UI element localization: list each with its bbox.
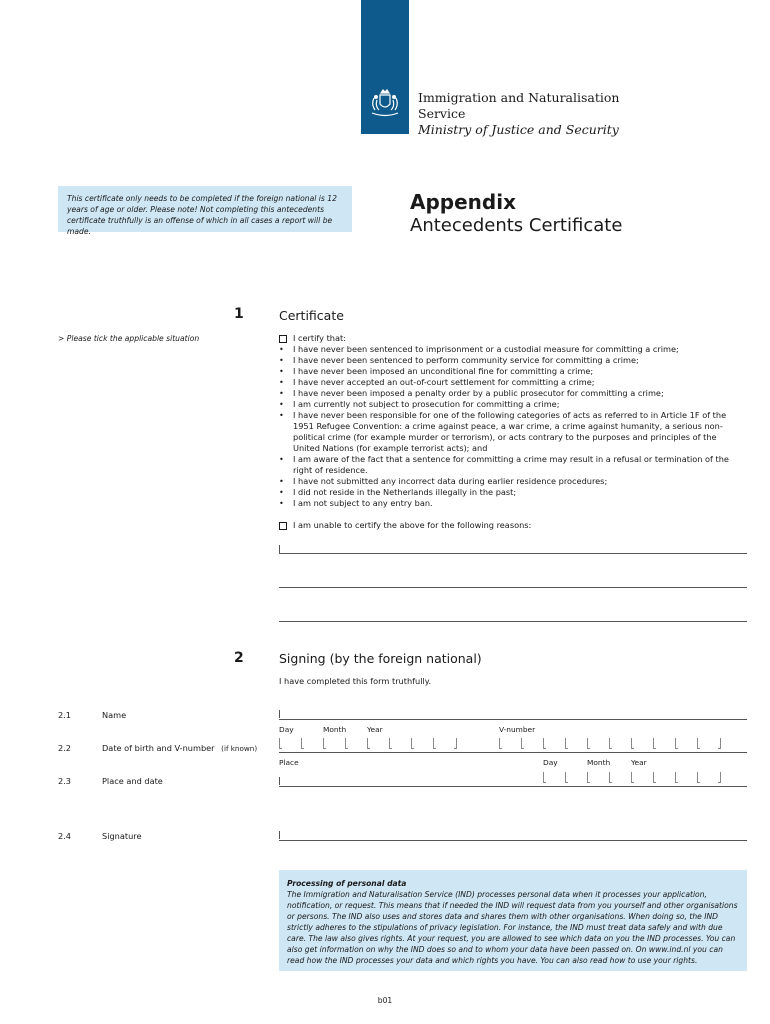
date-month-digit-1[interactable]: [587, 772, 598, 783]
bullet-dot: •: [279, 410, 284, 420]
vnumber-box-end: [710, 738, 721, 749]
certify-item-5: I have never been imposed a penalty order by a public prosecutor for committing a crime;: [293, 388, 664, 398]
certify-item-9: I have not submitted any incorrect data during earlier residence procedures;: [293, 476, 608, 486]
bullet-dot: •: [279, 388, 284, 398]
org-line-1: Immigration and Naturalisation: [418, 90, 620, 105]
royal-coat-of-arms-icon: [368, 88, 402, 120]
vnumber-digit-7[interactable]: [631, 738, 642, 749]
vnumber-digit-2[interactable]: [521, 738, 532, 749]
vnumber-label: V-number: [499, 725, 536, 734]
dob-label-text: Date of birth and V-number: [102, 743, 215, 753]
dob-year-digit-1[interactable]: [367, 738, 378, 749]
date-month-label: Month: [587, 758, 611, 767]
page-title: Appendix: [410, 190, 516, 214]
place-line-start: [279, 777, 280, 785]
privacy-body: The Immigration and Naturalisation Service (IND) processes personal data when it processes your application, notification, or request. This means that if needed the IND will request data from you yourself and other organisations or persons. The IND also uses and stores data and shares them with other organisations. When doing so, the IND strictly adheres to the stipulations of privacy legislation. For instance, the IND must treat data safely and with due care. The law also gives rights. At your request, you are allowed to see which data on you the IND processes. You can also get information on why the IND does so and to whom your data have been passed on. On www.ind.nl you can read how the IND processes your data and which rights you have. You can also read how to use your rights.: [287, 890, 738, 965]
dob-row-line: [279, 752, 747, 753]
reason-input-line-1[interactable]: [279, 553, 747, 554]
vnumber-digit-10[interactable]: [697, 738, 708, 749]
dob-label: [102, 743, 257, 753]
signature-input[interactable]: [279, 840, 747, 841]
name-label: Name: [102, 710, 127, 720]
certify-item-3: I have never been imposed an unconditional fine for committing a crime;: [293, 366, 594, 376]
certify-item-10: I did not reside in the Netherlands illegally in the past;: [293, 487, 517, 497]
bullet-dot: •: [279, 399, 284, 409]
organization-name: [418, 90, 619, 138]
dob-label-suffix: (if known): [221, 744, 258, 753]
bullet-dot: •: [279, 377, 284, 387]
dob-year-digit-3[interactable]: [411, 738, 422, 749]
bullet-dot: •: [279, 344, 284, 354]
vnumber-digit-8[interactable]: [653, 738, 664, 749]
form-code: b01: [377, 996, 393, 1005]
name-input[interactable]: [279, 719, 747, 720]
vnumber-digit-9[interactable]: [675, 738, 686, 749]
certify-item-1: I have never been sentenced to imprisonment or a custodial measure for committing a crime;: [293, 344, 679, 354]
org-line-2: Service: [418, 106, 466, 121]
unable-checkbox[interactable]: [279, 522, 287, 530]
name-line-start: [279, 710, 280, 718]
vnumber-digit-1[interactable]: [499, 738, 510, 749]
certify-item-6: I am currently not subject to prosecution for committing a crime;: [293, 399, 560, 409]
date-row-line: [534, 786, 747, 787]
certify-checkbox[interactable]: [279, 335, 287, 343]
certify-item-7: I have never been responsible for one of the following categories of acts as referred to in Article 1F of the 1951 Refugee Convention: a crime against peace, a war crime, a crime against humanity, a serious non-political crime (for example murder or terrorism), or acts contrary to the purposes and principles of the United Nations (for example terrorist acts); and: [293, 410, 727, 453]
place-date-label: Place and date: [102, 776, 163, 786]
place-label: Place: [279, 758, 299, 767]
place-input[interactable]: [279, 786, 534, 787]
vnumber-digit-4[interactable]: [565, 738, 576, 749]
date-day-digit-2[interactable]: [565, 772, 576, 783]
signature-line-start: [279, 831, 280, 839]
bullet-dot: •: [279, 355, 284, 365]
signature-label: Signature: [102, 831, 142, 841]
unable-label: I am unable to certify the above for the following reasons:: [293, 520, 532, 530]
date-box-end: [710, 772, 721, 783]
vnumber-digit-5[interactable]: [587, 738, 598, 749]
vnumber-digit-3[interactable]: [543, 738, 554, 749]
date-day-label: Day: [543, 758, 558, 767]
certify-item-11: I am not subject to any entry ban.: [293, 498, 433, 508]
date-year-label: Year: [631, 758, 647, 767]
bullet-dot: •: [279, 454, 284, 464]
field-number-2-1: 2.1: [58, 710, 72, 720]
reason-input-line-2[interactable]: [279, 587, 747, 588]
dob-month-digit-2[interactable]: [345, 738, 356, 749]
tick-hint: > Please tick the applicable situation: [58, 334, 200, 343]
bullet-dot: •: [279, 366, 284, 376]
field-number-2-2: 2.2: [58, 743, 72, 753]
privacy-notice: [279, 870, 747, 971]
dob-day-digit-1[interactable]: [279, 738, 290, 749]
dob-month-digit-1[interactable]: [323, 738, 334, 749]
certify-item-2: I have never been sentenced to perform community service for committing a crime;: [293, 355, 639, 365]
ministry-name: Ministry of Justice and Security: [418, 122, 619, 137]
bullet-dot: •: [279, 487, 284, 497]
date-year-digit-3[interactable]: [675, 772, 686, 783]
date-year-digit-1[interactable]: [631, 772, 642, 783]
page-subtitle: Antecedents Certificate: [410, 215, 623, 236]
dob-day-digit-2[interactable]: [301, 738, 312, 749]
truthful-statement: I have completed this form truthfully.: [279, 676, 432, 686]
section-1-title: Certificate: [279, 308, 344, 323]
certify-label: I certify that:: [293, 333, 346, 343]
date-month-digit-2[interactable]: [609, 772, 620, 783]
section-2-title: Signing (by the foreign national): [279, 651, 482, 666]
dob-year-label: Year: [367, 725, 383, 734]
dob-month-label: Month: [323, 725, 347, 734]
section-1-number: 1: [234, 306, 244, 322]
dob-day-label: Day: [279, 725, 294, 734]
date-year-digit-2[interactable]: [653, 772, 664, 783]
certify-item-4: I have never accepted an out-of-court settlement for committing a crime;: [293, 377, 595, 387]
bullet-dot: •: [279, 476, 284, 486]
dob-year-digit-2[interactable]: [389, 738, 400, 749]
dob-year-digit-4[interactable]: [433, 738, 444, 749]
field-number-2-3: 2.3: [58, 776, 72, 786]
dob-box-end: [446, 738, 457, 749]
date-year-digit-4[interactable]: [697, 772, 708, 783]
bullet-dot: •: [279, 498, 284, 508]
reason-input-line-3[interactable]: [279, 621, 747, 622]
certify-item-8: I am aware of the fact that a sentence for committing a crime may result in a refusal or termination of the right of residence.: [293, 454, 729, 475]
section-2-number: 2: [234, 650, 244, 666]
vnumber-digit-6[interactable]: [609, 738, 620, 749]
privacy-heading: Processing of personal data: [287, 879, 407, 888]
age-notice: This certificate only needs to be completed if the foreign national is 12 years of age or older. Please note! Not completing this antecedents certificate truthfully is an offense of which in all cases a report will be made.: [58, 186, 352, 232]
reason-line-start: [279, 545, 280, 553]
date-day-digit-1[interactable]: [543, 772, 554, 783]
field-number-2-4: 2.4: [58, 831, 72, 841]
